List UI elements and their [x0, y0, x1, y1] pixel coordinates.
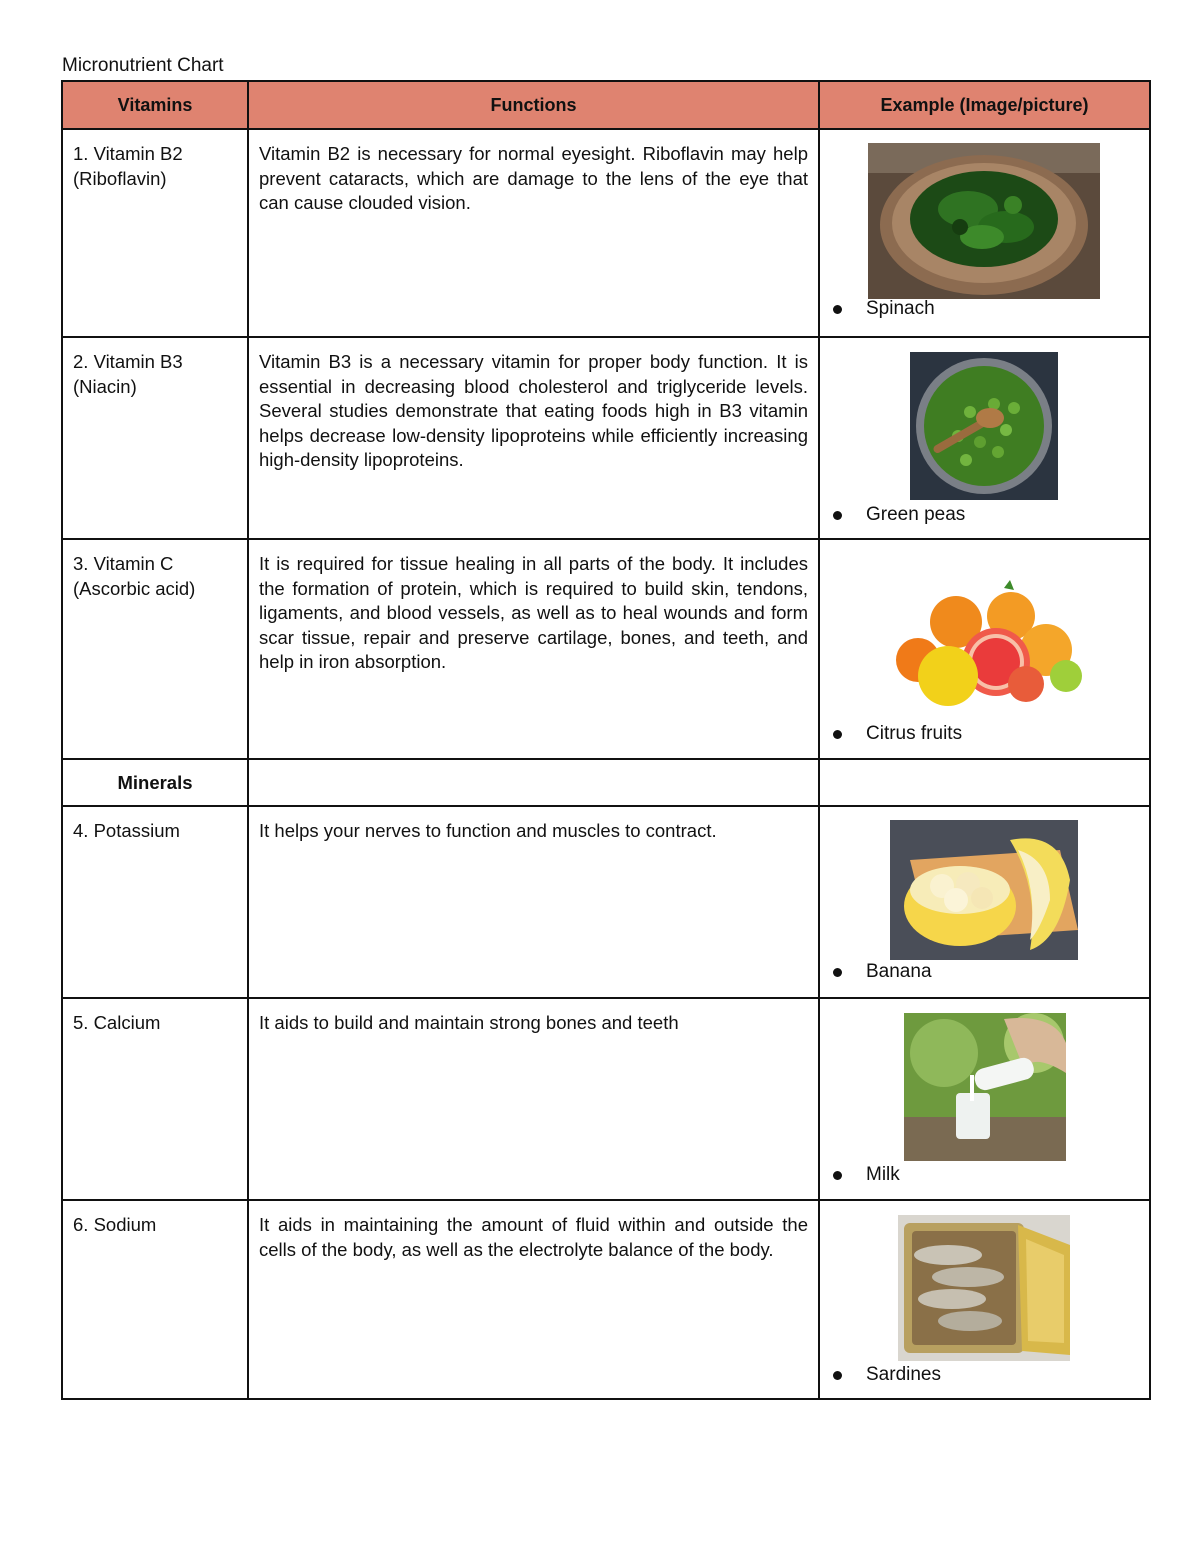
example-cell	[819, 806, 1150, 998]
table-row	[62, 806, 1150, 998]
nutrient-name: 3. Vitamin C (Ascorbic acid)	[73, 553, 196, 599]
table-row	[62, 129, 1150, 337]
example-label: Citrus fruits	[866, 723, 962, 745]
nutrient-name: 2. Vitamin B3 (Niacin)	[73, 351, 183, 397]
bullet-icon	[833, 511, 842, 520]
nutrient-name: 1. Vitamin B2 (Riboflavin)	[73, 143, 183, 189]
nutrient-function: It is required for tissue healing in all parts of the body. It includes the formation of protein, which is required to build skin, tendons, ligaments, and blood vessels, as well as to heal wounds and form scar tissue, repair and preserve cartilage, bones, and teeth, and help in iron absorption.	[259, 553, 808, 673]
bullet-icon	[833, 305, 842, 314]
micronutrient-table	[61, 80, 1151, 1400]
nutrient-function: Vitamin B3 is a necessary vitamin for proper body function. It is essential in decreasing blood cholesterol and triglyceride levels. Several studies demonstrate that eating foods high in B3 vitamin helps decrease low-density lipoproteins while efficiently increasing high-density lipoproteins.	[259, 351, 808, 471]
example-cell	[819, 539, 1150, 759]
table-row	[62, 1200, 1150, 1399]
spinach-image	[868, 143, 1100, 299]
nutrient-function: It aids in maintaining the amount of fluid within and outside the cells of the body, as well as the electrolyte balance of the body.	[259, 1214, 808, 1260]
nutrient-function: Vitamin B2 is necessary for normal eyesight. Riboflavin may help prevent cataracts, which are damage to the lens of the eye that can cause clouded vision.	[259, 143, 808, 214]
header-functions: Functions	[248, 81, 819, 129]
header-example: Example (Image/picture)	[819, 81, 1150, 129]
green-peas-image	[910, 352, 1058, 500]
table-header-row	[62, 81, 1150, 129]
example-cell	[819, 998, 1150, 1200]
example-label: Spinach	[866, 298, 935, 320]
example-cell	[819, 337, 1150, 539]
bullet-icon	[833, 730, 842, 739]
page-title: Micronutrient Chart	[62, 55, 224, 76]
bullet-icon	[833, 1371, 842, 1380]
table-row	[62, 998, 1150, 1200]
example-label: Sardines	[866, 1364, 941, 1386]
nutrient-name: 4. Potassium	[73, 820, 180, 841]
example-label: Banana	[866, 961, 932, 983]
minerals-heading: Minerals	[62, 759, 248, 806]
section-row	[62, 759, 1150, 806]
nutrient-name: 5. Calcium	[73, 1012, 161, 1033]
milk-image	[904, 1013, 1066, 1161]
header-vitamins: Vitamins	[62, 81, 248, 129]
banana-image	[890, 820, 1078, 960]
example-cell	[819, 129, 1150, 337]
sardines-image	[898, 1215, 1070, 1361]
example-label: Milk	[866, 1164, 900, 1186]
table-row	[62, 539, 1150, 759]
table-row	[62, 337, 1150, 539]
nutrient-function: It aids to build and maintain strong bones and teeth	[259, 1012, 679, 1033]
nutrient-function: It helps your nerves to function and muscles to contract.	[259, 820, 717, 841]
example-cell	[819, 1200, 1150, 1399]
bullet-icon	[833, 1171, 842, 1180]
nutrient-name: 6. Sodium	[73, 1214, 157, 1235]
citrus-fruits-image	[886, 580, 1086, 710]
bullet-icon	[833, 968, 842, 977]
example-label: Green peas	[866, 504, 965, 526]
